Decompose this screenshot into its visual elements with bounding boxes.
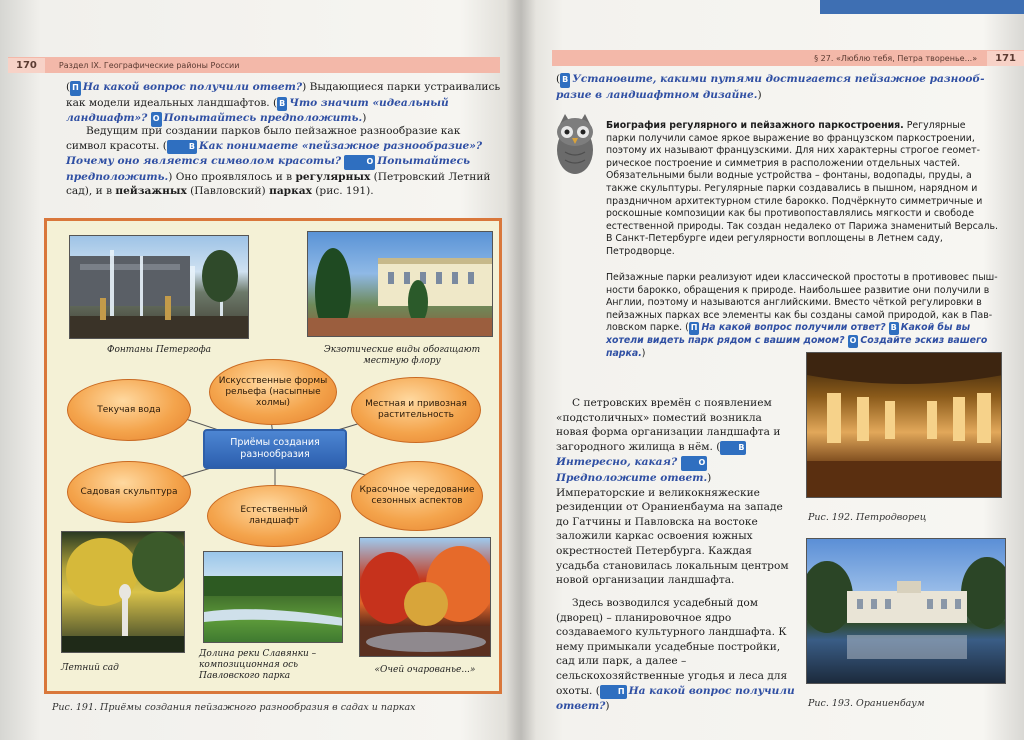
caption-summer-garden: Летний сад <box>61 663 119 673</box>
biography-paragraph: Биография регулярного и пейзажного паркостроения. Регулярные парки получили самое яркое выражение во французском паркостроении, поэтому их называют французскими. Для них характерны строгое геометрическое построение и симметрия в расположении отдельных частей. Обязательными были водные устройства – фонтаны, водопады, пруды, а также скульптуры. Регулярные парки создавались в пышном, нарядном и праздничном архитектурном стиле барокко. Подчёркнуто симметричные и роскошные композиции как бы противопоставлялись мягкости и свободе естественной природы. Так создан недалеко от Парижа знаменитый Версаль. В Санкт-Петербурге идеи регулярности воплощены в Летнем саду, Петродворце. <box>606 120 999 257</box>
right-page-header <box>552 50 1024 66</box>
figure-191-diagram <box>44 218 502 694</box>
right-paragraph-1: С петровских времён с появлением «подстоличных» поместий возникла новая форма организации ландшафта и загородного жилища в нём. ( ВИнтересно, какая? ОПредположите ответ.) Императорские и великокняжеские резиденции от Ораниенбаума на западе до Гатчины и Павловска на востоке заложили каркас освоения южных окрестностей Петербурга. Каждая усадьба становилась локальным центром новой организации ландшафта. <box>556 397 789 587</box>
photo-exotic-plants <box>307 231 493 337</box>
photo-autumn-park <box>359 537 491 657</box>
photo-oranienbaum <box>806 538 1006 684</box>
photo-peterhof-fountains <box>69 235 249 339</box>
photo-summer-garden <box>61 531 185 653</box>
right-header-title: § 27. «Люблю тебя, Петра творенье...» <box>814 53 978 63</box>
caption-exotic-plants: Экзотические виды обогащают местную флору <box>323 345 481 366</box>
background-blue-strip <box>820 0 1024 14</box>
caption-peterhof-fountains: Фонтаны Петергофа <box>106 345 211 355</box>
left-header-title: Раздел IX. Географические районы России <box>58 60 240 70</box>
photo-slavyanka-valley <box>203 551 343 643</box>
oval-local-and-imported-plants: Местная и привозная растительность <box>351 377 481 443</box>
oval-natural-landscape: Естественный ландшафт <box>207 485 341 547</box>
left-paragraph-1: ( П На какой вопрос получили ответ?) Выдающиеся парки устраивались как модели идеальных ландшафтов. ( В Что значит «идеальный ландшафт»? О Попытайтесь предположить.) <box>66 80 502 127</box>
biography-title: Биография регулярного и пейзажного паркостроения. <box>606 120 904 131</box>
caption-slavyanka-valley: Долина реки Славянки – композиционная ось Павловского парка <box>199 649 317 681</box>
question-marker-v: В <box>277 97 287 112</box>
figure-193-caption: Рис. 193. Ораниенбаум <box>808 698 925 709</box>
landscape-parks-paragraph: Пейзажные парки реализуют идеи классической простоты в противовес пышности барокко, обращения к природе. Наибольшее развитие они получили в Англии, поэтому и называются английскими. Вместо чёткой регулировки в пейзажных парках все элементы как бы созданы самой природой, как в Павловском парке. ( П На какой вопрос получили ответ? В Какой бы вы хотели видеть парк рядом с вашим домом? О Создайте эскиз вашего парка.) <box>606 272 998 359</box>
owl-icon <box>553 112 597 176</box>
figure-192-caption: Рис. 192. Петродворец <box>808 512 927 523</box>
figure-191-caption: Рис. 191. Приёмы создания пейзажного разнообразия в садах и парках <box>52 702 416 713</box>
oval-flowing-water: Текучая вода <box>67 379 191 441</box>
right-paragraph-2: Здесь возводился усадебный дом (дворец) – планировочное ядро создаваемого культурного ландшафта. К нему примыкали усадебные постройки, сад или парк, а далее – сельскохозяйственные угодья и леса для охоты. ( П На какой вопрос получили ответ?) <box>556 597 795 713</box>
question-marker-p: П <box>70 81 81 96</box>
photo-petrodvorets-hall <box>806 352 1002 498</box>
right-page-number: 171 <box>987 51 1024 66</box>
oval-garden-sculpture: Садовая скульптура <box>67 461 191 523</box>
caption-autumn-park: «Очей очарованье...» <box>374 665 476 675</box>
left-paragraph-2: Ведущим при создании парков было пейзажное разнообразие как символ красоты. ( В Как понимаете «пейзажное разнообразие»? Почему оно является символом красоты? О Попытайтесь предположить.) Оно проявлялось и в регулярных (Петровский Летний сад), и в пейзажных (Павловский) парках (рис. 191). <box>66 125 491 198</box>
oval-seasonal-colors: Красочное чередование сезонных аспектов <box>351 461 483 531</box>
right-intro-question: ( В Установите, какими путями достигается пейзажное разнообразие в ландшафтном дизайне.) <box>556 73 985 101</box>
center-box-techniques: Приёмы создания разнообразия <box>203 429 347 469</box>
left-page-header <box>8 57 500 73</box>
left-page-number: 170 <box>8 58 45 73</box>
question-marker-o: О <box>151 112 162 127</box>
oval-artificial-relief: Искусственные формы рельефа (насыпные холмы) <box>209 359 337 425</box>
book-gutter <box>506 0 536 740</box>
